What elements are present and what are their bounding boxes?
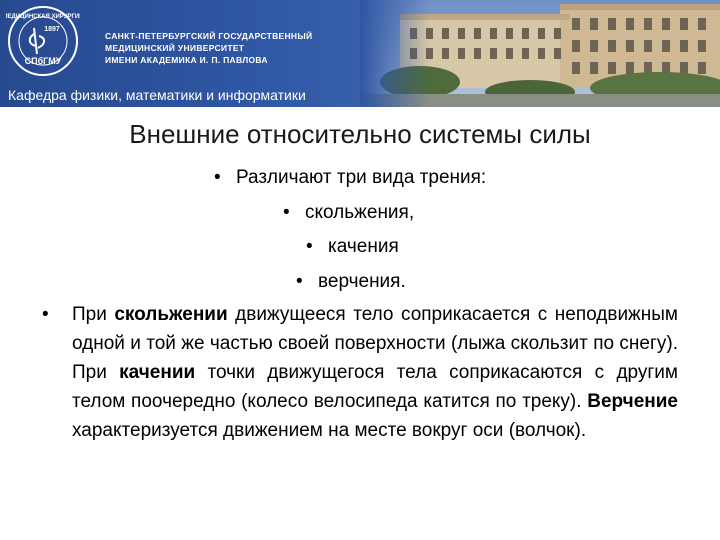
university-name — [105, 30, 312, 66]
bullet-marker: • — [214, 167, 221, 188]
paragraph-part: характеризуется движением на месте вокруг оси (волчок). — [72, 420, 587, 441]
svg-text:МЕДИЦИНСКАЯ ХИРУРГИЯ: МЕДИЦИНСКАЯ ХИРУРГИЯ — [6, 14, 80, 20]
term-spinning: Верчение — [587, 391, 678, 412]
paragraph-text — [72, 300, 678, 445]
term-sliding: скольжении — [114, 304, 228, 325]
bullet-item — [283, 201, 414, 225]
bullet-marker: • — [42, 304, 49, 325]
university-name-line-1: САНКТ-ПЕТЕРБУРГСКИЙ ГОСУДАРСТВЕННЫЙ — [105, 31, 313, 41]
paragraph-part: движущееся тело соприкасается с неподвижным одной и той же частью своей поверхности (лыжа скользит по снегу). При — [72, 304, 678, 383]
bullet-item — [306, 235, 399, 259]
university-name-line-2: МЕДИЦИНСКИЙ УНИВЕРСИТЕТ — [105, 43, 245, 53]
paragraph-part: точки движущегося тела соприкасаются с другим телом поочередно (колесо велосипеда катится по треку). — [72, 362, 678, 412]
university-building-photo — [360, 0, 720, 107]
bullet-marker: • — [306, 236, 313, 257]
department-name: Кафедра физики, математики и информатики — [8, 87, 306, 103]
bullet-text: Различают три вида трения: — [236, 167, 487, 188]
paragraph-part: При — [72, 304, 115, 325]
term-rolling: качении — [119, 362, 196, 383]
svg-text:1897: 1897 — [44, 26, 60, 33]
bullet-marker: • — [296, 271, 303, 292]
bullet-marker: • — [283, 202, 290, 223]
svg-text:СПбГМУ: СПбГМУ — [24, 56, 62, 66]
body-paragraph — [42, 300, 678, 445]
header-banner — [0, 0, 720, 107]
bullet-text: скольжения, — [305, 202, 415, 223]
bullet-item — [296, 270, 406, 294]
bullet-text: качения — [328, 236, 399, 257]
slide-title: Внешние относительно системы силы — [129, 119, 591, 149]
bullet-item — [214, 166, 486, 190]
bullet-text: верчения. — [318, 271, 406, 292]
university-logo — [6, 4, 80, 78]
university-name-line-3: ИМЕНИ АКАДЕМИКА И. П. ПАВЛОВА — [105, 55, 268, 65]
